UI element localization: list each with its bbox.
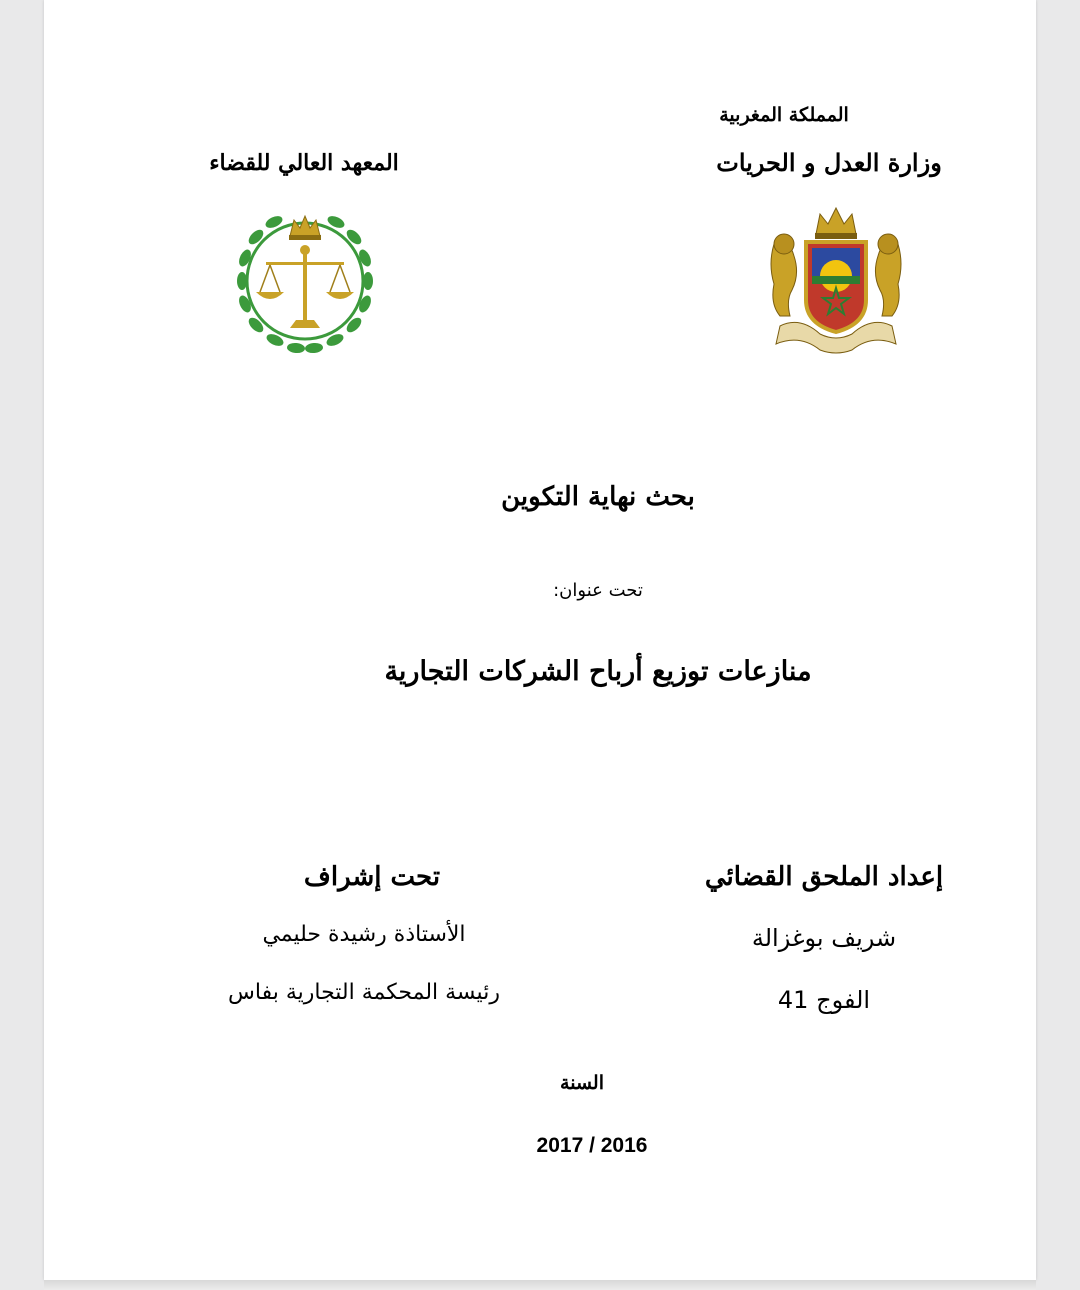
moroccan-coat-of-arms-icon [760,204,912,360]
ministry-heading: وزارة العدل و الحريات [716,148,942,177]
main-title: منازعات توزيع أرباح الشركات التجارية [384,656,812,687]
research-type: بحث نهاية التكوين [501,482,695,512]
cohort-number: الفوج 41 [777,986,871,1014]
scales-of-justice-wreath-icon [230,206,380,356]
preparation-label: إعداد الملحق القضائي [704,862,944,892]
academic-year: 2017 / 2016 [536,1134,648,1157]
student-name: شريف بوغزالة [751,924,897,952]
page-bottom-edge [44,1280,1036,1290]
supervisor-name: الأستاذة رشيدة حليمي [262,922,466,947]
institute-heading: المعهد العالي للقضاء [209,150,399,176]
year-label: السنة [560,1072,604,1094]
under-title-label: تحت عنوان: [553,580,643,601]
supervision-label: تحت إشراف [303,862,441,892]
document-page [44,0,1036,1280]
kingdom-heading: المملكة المغربية [719,104,849,126]
supervisor-role: رئيسة المحكمة التجارية بفاس [228,980,500,1005]
